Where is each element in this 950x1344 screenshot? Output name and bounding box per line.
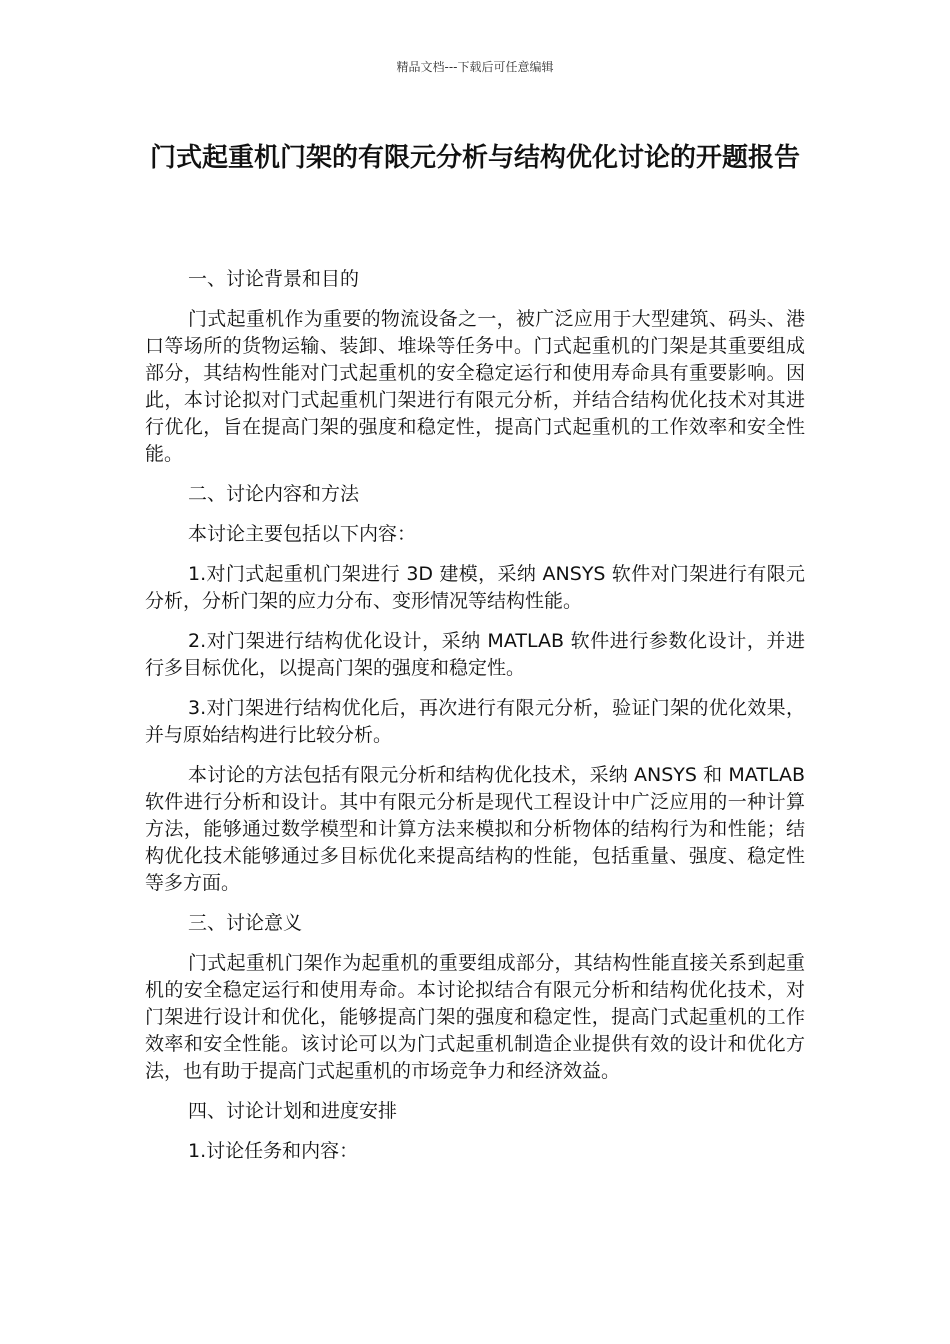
list-item-optimization: 2.对门架进行结构优化设计，采纳 MATLAB 软件进行参数化设计，并进行多目标优化，以提高门架的强度和稳定性。 <box>145 630 805 679</box>
section-heading-content-method: 二、讨论内容和方法 <box>188 483 360 505</box>
document-body <box>145 266 805 1178</box>
section-heading-significance: 三、讨论意义 <box>188 912 303 934</box>
section-heading-plan: 四、讨论计划和进度安排 <box>188 1100 398 1122</box>
document-title: 门式起重机门架的有限元分析与结构优化讨论的开题报告 <box>149 143 800 173</box>
paragraph-content-intro: 本讨论主要包括以下内容： <box>188 523 417 545</box>
section-heading-background: 一、讨论背景和目的 <box>188 268 360 290</box>
paragraph-background: 门式起重机作为重要的物流设备之一，被广泛应用于大型建筑、码头、港口等场所的货物运输、装卸、堆垛等任务中。门式起重机的门架是其重要组成部分，其结构性能对门式起重机的安全稳定运行和使用寿命具有重要影响。因此，本讨论拟对门式起重机门架进行有限元分析，并结合结构优化技术对其进行优化，旨在提高门架的强度和稳定性，提高门式起重机的工作效率和安全性能。 <box>145 308 805 465</box>
paragraph-significance: 门式起重机门架作为起重机的重要组成部分，其结构性能直接关系到起重机的安全稳定运行和使用寿命。本讨论拟结合有限元分析和结构优化技术，对门架进行设计和优化，能够提高门架的强度和稳定性，提高门式起重机的工作效率和安全性能。该讨论可以为门式起重机制造企业提供有效的设计和优化方法，也有助于提高门式起重机的市场竞争力和经济效益。 <box>145 952 805 1082</box>
header-note: 精品文档---下载后可任意编辑 <box>396 60 554 74</box>
list-item-tasks: 1.讨论任务和内容： <box>188 1140 359 1162</box>
list-item-modeling: 1.对门式起重机门架进行 3D 建模，采纳 ANSYS 软件对门架进行有限元分析，分析门架的应力分布、变形情况等结构性能。 <box>145 563 805 612</box>
list-item-verification: 3.对门架进行结构优化后，再次进行有限元分析，验证门架的优化效果，并与原始结构进行比较分析。 <box>145 697 805 746</box>
paragraph-method: 本讨论的方法包括有限元分析和结构优化技术，采纳 ANSYS 和 MATLAB 软件进行分析和设计。其中有限元分析是现代工程设计中广泛应用的一种计算方法，能够通过数学模型和计算方法来模拟和分析物体的结构行为和性能；结构优化技术能够通过多目标优化来提高结构的性能，包括重量、强度、稳定性等多方面。 <box>145 764 805 894</box>
